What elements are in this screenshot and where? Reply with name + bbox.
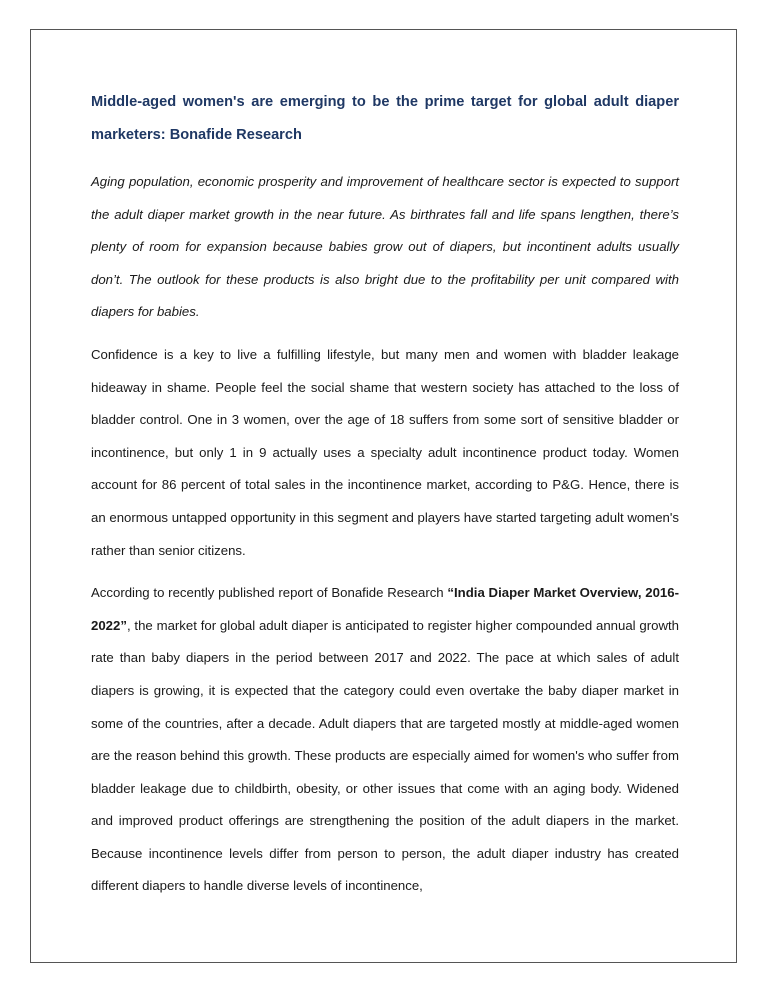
report-body-text: , the market for global adult diaper is anticipated to register higher compounded annual growth rate than baby diapers in the period between 2017 and 2022. The pace at which sales of adult diapers is growing, it is expected that the category could even overtake the baby diaper market in some of the countries, after a decade. Adult diapers that are targeted mostly at middle-aged women are the reason behind this growth. These products are especially aimed for women's who suffer from bladder leakage due to childbirth, obesity, or other issues that come with an aging body. Widened and improved product offerings are strengthening the position of the adult diapers in the market. Because incontinence levels differ from person to person, the adult diaper industry has created different diapers to handle diverse levels of incontinence,	[91, 617, 679, 894]
body-paragraph-confidence: Confidence is a key to live a fulfilling lifestyle, but many men and women with bladder leakage hideaway in shame. People feel the social shame that western society has attached to the loss of bladder control. One in 3 women, over the age of 18 suffers from some sort of sensitive bladder or incontinence, but only 1 in 9 actually uses a specialty adult incontinence product today. Women account for 86 percent of total sales in the incontinence market, according to P&G. Hence, there is an enormous untapped opportunity in this segment and players have started targeting adult women's rather than senior citizens.	[91, 346, 679, 558]
report-name: “India Diaper Market Overview, 2016-2022”	[91, 585, 679, 633]
article-title: Middle-aged women's are emerging to be the prime target for global adult diaper marketers: Bonafide Research	[91, 94, 679, 143]
report-lead-text: According to recently published report of Bonafide Research	[91, 585, 448, 601]
document-body	[91, 86, 679, 903]
body-paragraph-report	[91, 577, 679, 903]
intro-paragraph: Aging population, economic prosperity and improvement of healthcare sector is expected to support the adult diaper market growth in the near future. As birthrates fall and life spans lengthen, there’s plenty of room for expansion because babies grow out of diapers, but incontinent adults usually don’t. The outlook for these products is also bright due to the profitability per unit compared with diapers for babies.	[91, 174, 679, 320]
